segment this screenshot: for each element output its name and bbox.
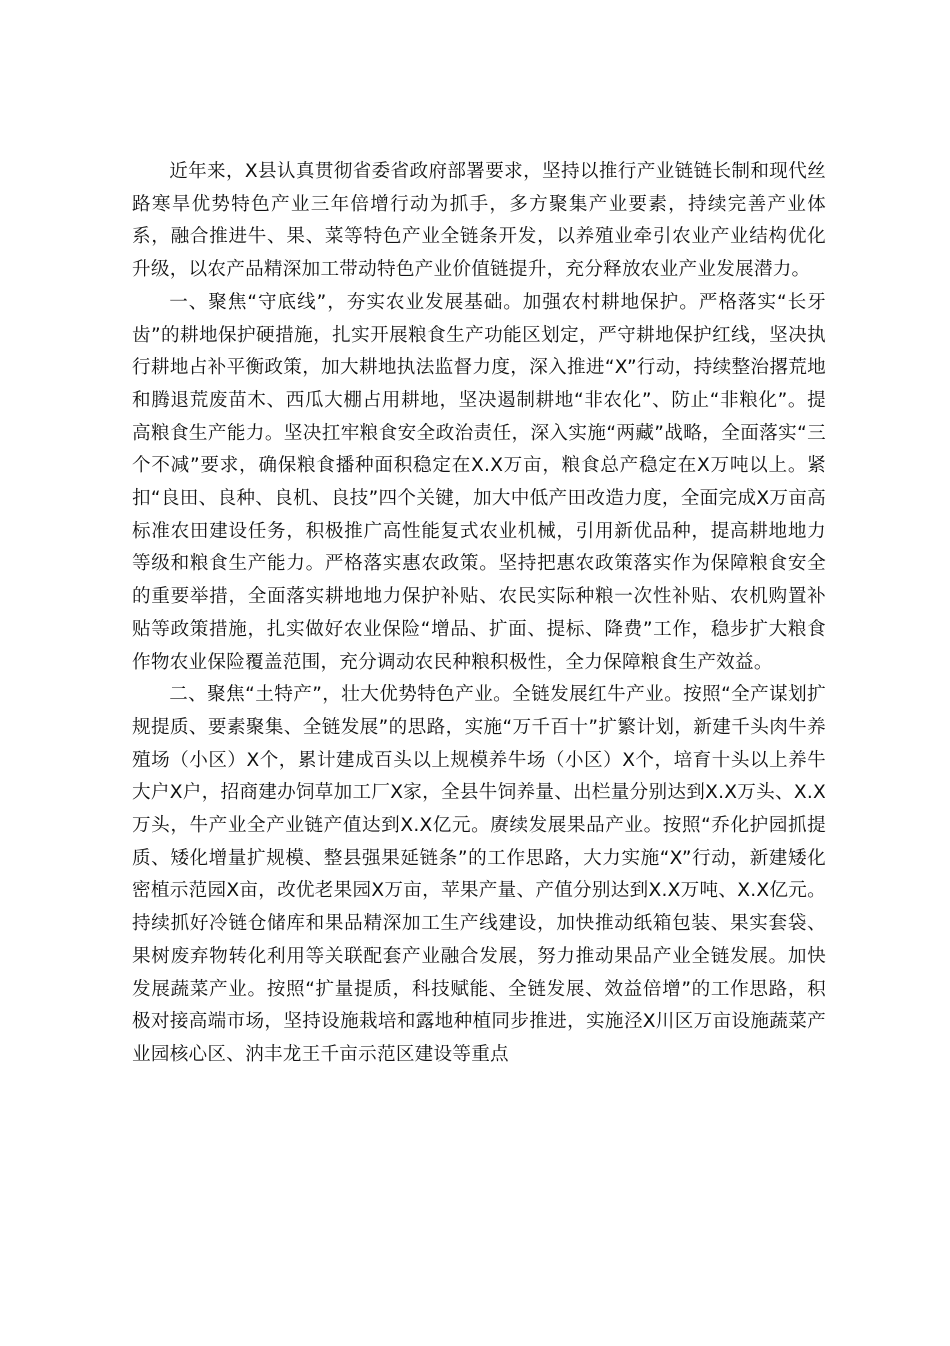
document-body [132, 156, 826, 1072]
section-one-paragraph: 一、聚焦“守底线”，夯实农业发展基础。加强农村耕地保护。严格落实“长牙齿”的耕地保护硬措施，扎实开展粮食生产功能区划定，严守耕地保护红线，坚决执行耕地占补平衡政策，加大耕地执法监督力度，深入推进“X”行动，持续整治撂荒地和腾退荒废苗木、西瓜大棚占用耕地，坚决遏制耕地“非农化”、防止“非粮化”。提高粮食生产能力。坚决扛牢粮食安全政治责任，深入实施“两藏”战略，全面落实“三个不减”要求，确保粮食播种面积稳定在X.X万亩，粮食总产稳定在X万吨以上。紧扣“良田、良种、良机、良技”四个关键，加大中低产田改造力度，全面完成X万亩高标准农田建设任务，积极推广高性能复式农业机械，引用新优品种，提高耕地地力等级和粮食生产能力。严格落实惠农政策。坚持把惠农政策落实作为保障粮食安全的重要举措，全面落实耕地地力保护补贴、农民实际种粮一次性补贴、农机购置补贴等政策措施，扎实做好农业保险“增品、扩面、提标、降费”工作，稳步扩大粮食作物农业保险覆盖范围，充分调动农民种粮积极性，全力保障粮食生产效益。 [132, 291, 826, 673]
section-two-paragraph: 二、聚焦“土特产”，壮大优势特色产业。全链发展红牛产业。按照“全产谋划扩规提质、要素聚集、全链发展”的思路，实施“万千百十”扩繁计划，新建千头肉牛养殖场（小区）X个，累计建成百头以上规模养牛场（小区）X个，培育十头以上养牛大户X户，招商建办饲草加工厂X家，全县牛饲养量、出栏量分别达到X.X万头、X.X万头，牛产业全产业链产值达到X.X亿元。赓续发展果品产业。按照“乔化护园抓提质、矮化增量扩规模、整县强果延链条”的工作思路，大力实施“X”行动，新建矮化密植示范园X亩，改优老果园X万亩，苹果产量、产值分别达到X.X万吨、X.X亿元。持续抓好冷链仓储库和果品精深加工生产线建设，加快推动纸箱包装、果实套袋、果树废弃物转化利用等关联配套产业融合发展，努力推动果品产业全链发展。加快发展蔬菜产业。按照“扩量提质，科技赋能、全链发展、效益倍增”的工作思路，积极对接高端市场，坚持设施栽培和露地种植同步推进，实施泾X川区万亩设施蔬菜产业园核心区、汭丰龙王千亩示范区建设等重点 [132, 684, 826, 1065]
intro-paragraph: 近年来，X县认真贯彻省委省政府部署要求，坚持以推行产业链链长制和现代丝路寒旱优势特色产业三年倍增行动为抓手，多方聚集产业要素，持续完善产业体系，融合推进牛、果、菜等特色产业全链条开发，以养殖业牵引农业产业结构优化升级，以农产品精深加工带动特色产业价值链提升，充分释放农业产业发展潜力。 [132, 161, 826, 281]
